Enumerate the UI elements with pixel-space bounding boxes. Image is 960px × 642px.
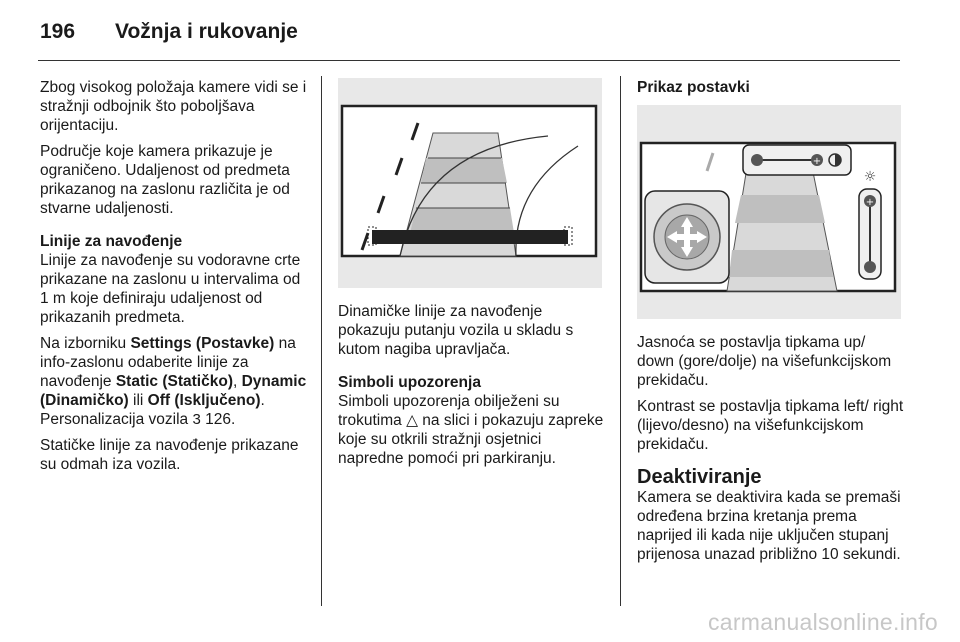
paragraph: Područje koje kamera prikazuje je ograničeno. Udaljenost od predmeta prikazanog na zaslonu različita je od stvarne udaljenosti. bbox=[40, 143, 290, 217]
settings-display-figure bbox=[637, 105, 901, 319]
paragraph: Kontrast se postavlja tipkama left/ right (lijevo/desno) na višefunkcijskom prekidaču. bbox=[637, 398, 904, 453]
svg-text:+: + bbox=[812, 156, 822, 167]
column-divider bbox=[321, 76, 322, 606]
paragraph: Kamera se deaktivira kada se premaši određena brzina kretanja prema naprijed ili kada nije uključen stupanj prijenosa unazad približno 10 sekundi. bbox=[637, 489, 901, 563]
svg-text:+: + bbox=[865, 197, 875, 208]
text: . bbox=[260, 392, 265, 409]
section-heading: Prikaz postavki bbox=[637, 79, 750, 96]
section-heading: Linije za navođenje bbox=[40, 233, 183, 250]
text: Personalizacija vozila bbox=[40, 411, 193, 428]
warning-triangle-icon: △ bbox=[406, 412, 418, 429]
column-1 bbox=[40, 78, 308, 481]
text: Na izborniku bbox=[40, 335, 131, 352]
menu-term: Dynamic (Dinamičko) bbox=[40, 373, 307, 409]
menu-term: Settings (Postavke) bbox=[130, 335, 275, 352]
paragraph bbox=[40, 232, 308, 327]
section-heading: Simboli upozorenja bbox=[338, 374, 481, 391]
watermark: carmanualsonline.info bbox=[707, 609, 938, 635]
text: na info-zaslonu odaberite linije za navođenje bbox=[40, 335, 296, 390]
page-reference[interactable]: 126. bbox=[200, 411, 236, 428]
text: Simboli upozorenja obilježeni su trokutima bbox=[338, 393, 560, 429]
column-divider bbox=[620, 76, 621, 606]
section-heading: Deaktiviranje bbox=[637, 466, 762, 488]
svg-text:☼: ☼ bbox=[863, 169, 877, 185]
paragraph: Jasnoća se postavlja tipkama up/ down (gore/dolje) na višefunkcijskom prekidaču. bbox=[637, 334, 892, 389]
paragraph: Dinamičke linije za navođenje pokazuju putanju vozila u skladu s kutom nagiba upravljača. bbox=[338, 303, 574, 358]
paragraph-text: Linije za navođenje su vodoravne crte prikazane na zaslonu u intervalima od 1 m koje definiraju udaljenost od prikazanih predmeta. bbox=[40, 252, 301, 326]
page-pointer-icon: 3 bbox=[192, 411, 201, 428]
column-2 bbox=[338, 78, 606, 475]
header-rule bbox=[38, 60, 900, 61]
text: ili bbox=[128, 392, 148, 409]
chapter-title: Vožnja i rukovanje bbox=[115, 20, 298, 43]
paragraph: Statičke linije za navođenje prikazane su odmah iza vozila. bbox=[40, 437, 299, 473]
paragraph bbox=[40, 334, 308, 429]
text: na slici i pokazuju zapreke koje su otkrili stražnji osjetnici napredne pomoći pri parkiranju. bbox=[338, 412, 604, 467]
camera-guideline-figure bbox=[338, 78, 602, 288]
menu-term: Off (Isključeno) bbox=[147, 392, 261, 409]
menu-term: Static (Statičko) bbox=[115, 373, 233, 390]
text: , bbox=[232, 373, 242, 390]
paragraph: Zbog visokog položaja kamere vidi se i stražnji odbojnik što poboljšava orijentaciju. bbox=[40, 79, 307, 134]
paragraph bbox=[338, 373, 606, 468]
column-3 bbox=[637, 78, 905, 571]
page-number: 196 bbox=[40, 20, 76, 43]
